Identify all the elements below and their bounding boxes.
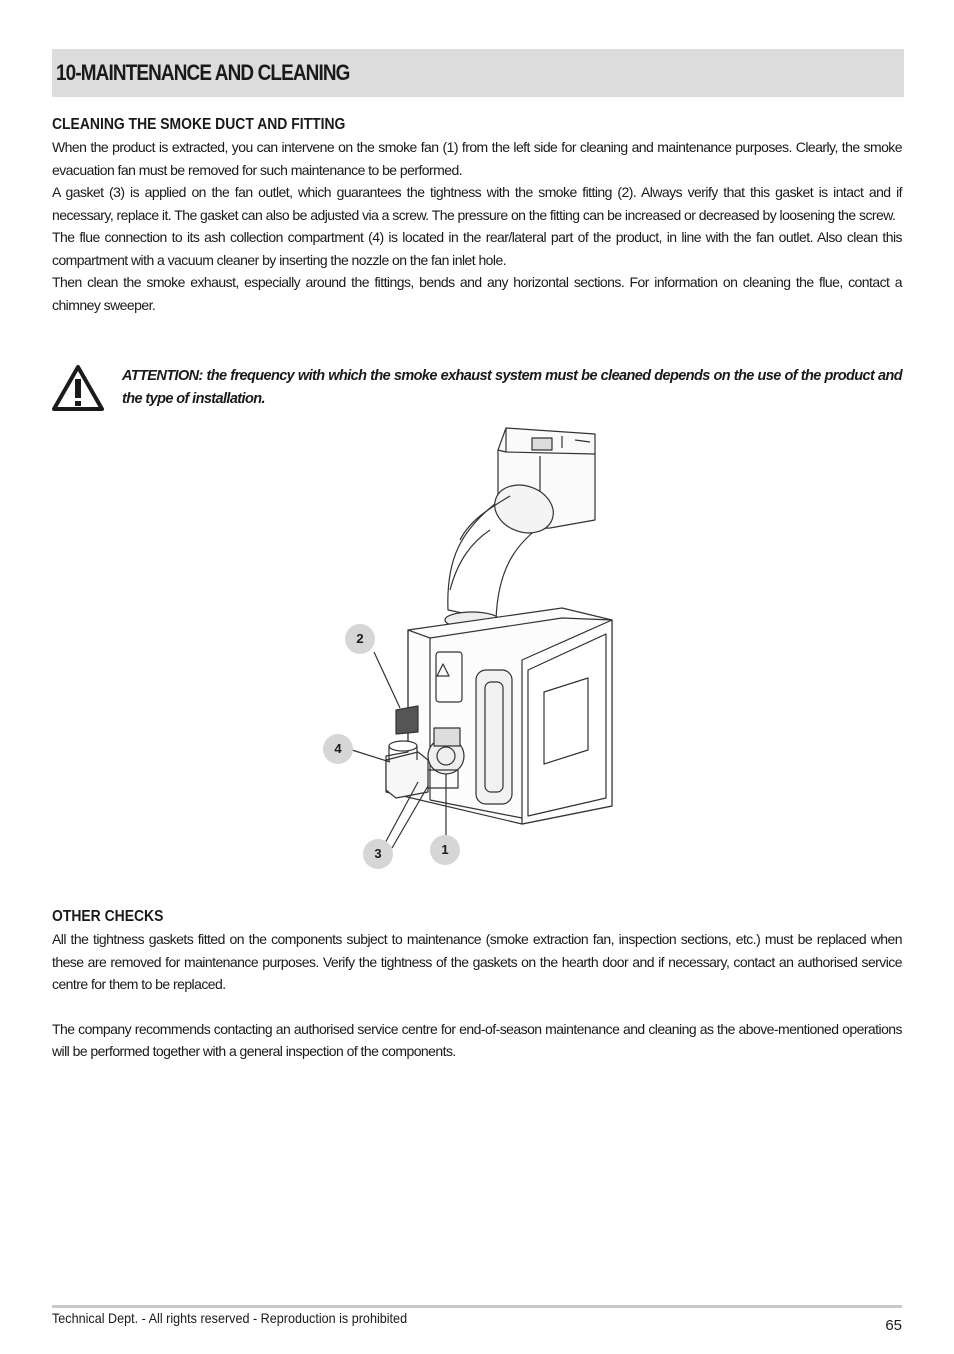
page-title: 10-MAINTENANCE AND CLEANING — [56, 60, 350, 85]
callout-3: 3 — [363, 839, 393, 869]
page-number: 65 — [885, 1317, 902, 1334]
other-checks-paragraph-1: All the tightness gaskets fitted on the components subject to maintenance (smoke extraction fan, inspection sections, etc.) must be replaced when these are removed for maintenance purposes. Verify the tightness of the gaskets on the hearth door and if necessary, contact an authorised service centre for them to be replaced. — [52, 931, 902, 992]
attention-text: ATTENTION: the frequency with which the smoke exhaust system must be cleaned depends on the use of the product and the type of installation. — [122, 368, 902, 407]
warning-triangle-icon — [52, 364, 104, 412]
callout-4: 4 — [323, 734, 353, 764]
callout-1: 1 — [430, 835, 460, 865]
footer-copyright: Technical Dept. - All rights reserved - Reproduction is prohibited — [52, 1310, 408, 1326]
smoke-duct-paragraph-2: A gasket (3) is applied on the fan outlet, which guarantees the tightness with the smoke fitting (2). Always verify that this gasket is intact and if necessary, replace it. The gasket can also be adjusted via a screw. The pressure on the fitting can be increased or decreased by loosening the screw. — [52, 184, 902, 223]
smoke-duct-heading: CLEANING THE SMOKE DUCT AND FITTING — [52, 116, 346, 133]
smoke-duct-paragraph-4: Then clean the smoke exhaust, especially around the fittings, bends and any horizontal sections. For information on cleaning the flue, contact a chimney sweeper. — [52, 274, 902, 313]
other-checks-section — [52, 906, 902, 1063]
smoke-duct-section — [52, 114, 902, 316]
other-checks-heading: OTHER CHECKS — [52, 908, 164, 925]
smoke-duct-paragraph-1: When the product is extracted, you can intervene on the smoke fan (1) from the left side for cleaning and maintenance purposes. Clearly, the smoke evacuation fan must be removed for such maintenance to be performed. — [52, 139, 902, 178]
callout-2: 2 — [345, 624, 375, 654]
other-checks-paragraph-2: The company recommends contacting an authorised service centre for end-of-season maintenance and cleaning as the above-mentioned operations will be performed together with a general inspection of the components. — [52, 1020, 902, 1059]
fan-assembly-illustration — [300, 420, 640, 880]
section-header-bar — [52, 49, 904, 97]
attention-notice — [52, 362, 904, 414]
smoke-duct-paragraph-3: The flue connection to its ash collection compartment (4) is located in the rear/lateral part of the product, in line with the fan outlet. Also clean this compartment with a vacuum cleaner by inserting the nozzle on the fan inlet hole. — [52, 229, 902, 268]
